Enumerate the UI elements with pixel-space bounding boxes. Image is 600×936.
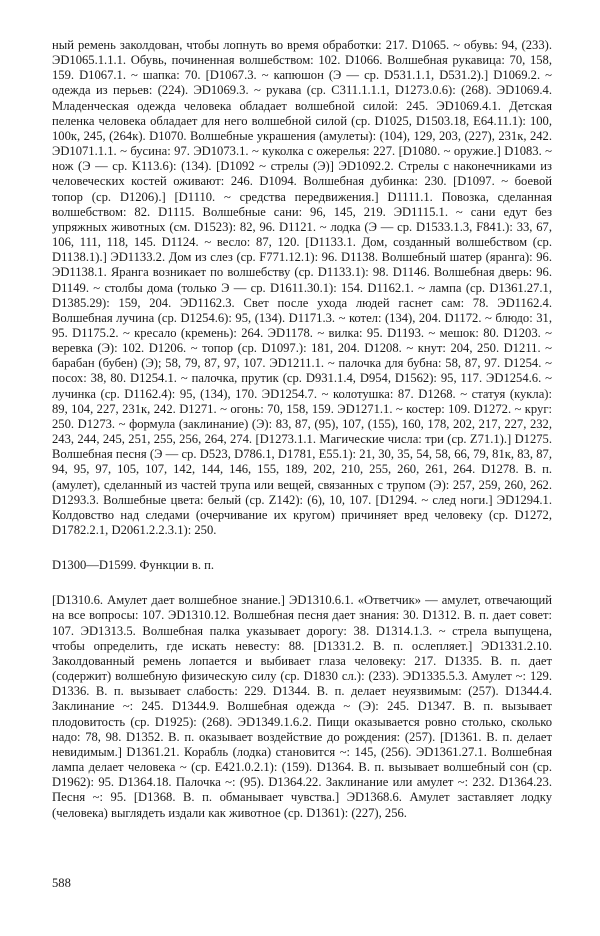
motif-index-paragraph-functions: [D1310.6. Амулет дает волшебное знание.] ЭD1310.6.1. «Ответчик» — амулет, отвечающий на все вопросы: 107. ЭD1310.12. Волшебная песня дает знания: 30. D1312. В. п. дает совет: 107. ЭD1313.5. Волшебная палка указывает дорогу: 38. D1314.1.3. ~ стрела выпущена, чтобы определить, где искать невесту: 88. [D1331.2. В. п. ослепляет.] ЭD1331.2.10. Заколдованный ремень лопается и выбивает глаза человеку: 217. D1335. В. п. дает (содержит) волшебную физическую силу (ср. D1830 сл.): (233). ЭD1335.5.3. Амулет ~: 129. D1336. В. п. вызывает слабость: 229. D1344. В. п. делает неуязвимым: (257). D1344.4. Заклинание ~: 245. D1344.9. Волшебная одежда ~ (Э): 245. D1347. В. п. вызывает плодовитость (ср. D1925): (268). ЭD1349.1.6.2. Пищи оказывается ровно столько, сколько надо: 78, 98. D1352. В. п. оказывает воздействие до рождения: (257). [D1361. В. п. делает невидимым.] D1361.21. Корабль (лодка) становится ~: 145, (256). ЭD1361.27.1. Волшебная лампа делает человека ~ (ср. E421.0.2.1): (159). D1364. В. п. вызывает волшебный сон (ср. D1962): 95. D1364.18. Палочка ~: (95). D1364.22. Заклинание или амулет ~: 232. D1364.23. Песня ~: 95. [D1368. В. п. обманывает чувства.] ЭD1368.6. Амулет заставляет лодку (человека) выглядеть издали как животное (ср. D1361): (227), 256. <box>52 593 552 820</box>
page-number: 588 <box>52 876 71 890</box>
section-heading: D1300—D1599. Функции в. п. <box>52 558 215 573</box>
motif-index-paragraph-continued: ный ремень заколдован, чтобы лопнуть во время обработки: 217. D1065. ~ обувь: 94, (233). ЭD1065.1.1.1. Обувь, починенная волшебством: 102. D1066. Волшебная рукавица: 70, 158, 159. D1067.1. ~ шапка: 70. [D1067.3. ~ капюшон (Э — ср. D531.1.1, D531.2).] D1069.2. ~ одежда из перьев: (224). ЭD1069.3. ~ рукава (ср. C311.1.1.1, D1273.0.6): (268). ЭD1069.4. Младенческая одежда человека обладает волшебной силой: 245. ЭD1069.4.1. Детская пеленка человека обладает для него волшебной силой (ср. D1025, D1503.18, E64.11.1): 100, 100к, 245, (264к). D1070. Волшебные украшения (амулеты): (104), 129, 203, (227), 231к, 242. ЭD1071.1.1. ~ бусина: 97. ЭD1073.1. ~ куколка с ожерелья: 227. [D1080. ~ оружие.] D1083. ~ нож (Э — ср. K113.6): (134). [D1092 ~ стрелы (Э)] ЭD1092.2. Стрелы с наконечниками из человеческих костей оживают: 246. D1094. Волшебная дубинка: 230. [D1097. ~ боевой топор (ср. D1206).] [D1110. ~ средства передвижения.] D1111.1. Повозка, сделанная волшебством: 82. D1115. Волшебные сани: 96, 145, 219. ЭD1115.1. ~ сани едут без упряжных животных (см. D1523): 82, 96. D1121. ~ лодка (Э — ср. D1533.1.3, F841.): 33, 67, 106, 111, 118, 145. D1124. ~ весло: 87, 120. [D1133.1. Дом, созданный волшебством (ср. D1138.1).] ЭD1133.2. Дом из слез (ср. F771.12.1): 96. D1138. Волшебный шатер (яранга): 96. ЭD1138.1. Яранга возникает по волшебству (ср. D1133.1): 98. D1146. Волшебная дверь: 96. D1149. ~ столбы дома (только Э — ср. D1611.30.1): 154. D1162.1. ~ лампа (ср. D1361.27.1, D1385.29): 159, 204. ЭD1162.3. Свет после ухода людей гаснет сам: 78. ЭD1162.4. Волшебная лучина (ср. D1254.6): 95, (134). D1171.3. ~ котел: (134), 204. D1172. ~ блюдо: 31, 95. D1175.2. ~ кресало (кремень): 264. ЭD1178. ~ вилка: 95. D1193. ~ мешок: 80. D1203. ~ веревка (Э): 102. D1206. ~ топор (ср. D1097.): 181, 204. D1208. ~ кнут: 204, 250. D1211. ~ барабан (бубен) (Э); 58, 79, 87, 97, 107. ЭD1211.1. ~ палочка для бубна: 58, 87, 97. D1254. ~ посох: 38, 80. D1254.1. ~ палочка, прутик (ср. D931.1.4, D954, D1562): 95, 117. ЭD1254.6. ~ лучинка (ср. D1162.4): 95, (134), 170. ЭD1254.7. ~ колотушка: 87. D1268. ~ статуя (кукла): 89, 104, 227, 231к, 242. D1271. ~ огонь: 70, 158, 159. ЭD1271.1. ~ костер: 109. D1272. ~ круг: 250. D1273. ~ формула (заклинание) (Э): 83, 87, (95), 107, (155), 160, 178, 202, 217, 227, 232, 243, 244, 245, 251, 255, 256, 264, 274. [D1273.1.1. Магические числа: три (ср. Z71.1).] D1275. Волшебная песня (Э — ср. D523, D786.1, D1781, E55.1): 21, 30, 35, 54, 58, 66, 79, 81к, 83, 87, 94, 95, 97, 105, 107, 142, 144, 146, 155, 189, 202, 210, 255, 260, 261, 264. D1278. В. п. (амулет), сделанный из частей трупа или вещей, связанных с трупом (Э): 257, 259, 260, 262. D1293.3. Волшебные цвета: белый (ср. Z142): (6), 10, 107. [D1294. ~ след ноги.] ЭD1294.1. Колдовство над следами (очерчивание их кругом) причиняет вред человеку (ср. D1272, D1782.2.1, D2061.2.2.3.1): 250. <box>52 38 552 537</box>
